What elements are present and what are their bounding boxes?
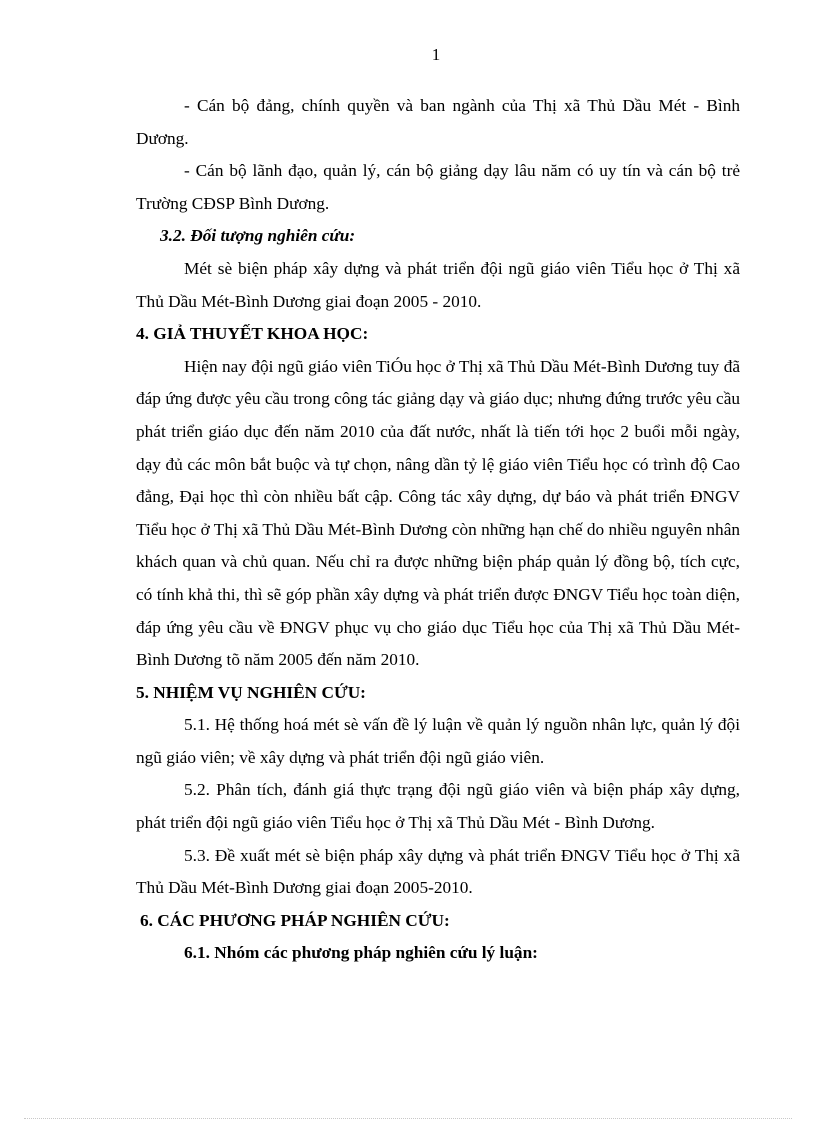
- paragraph-task-5-3: 5.3. Đề xuất mét sè biện pháp xây dựng và phát triển ĐNGV Tiểu học ở Thị xã Thủ Dầu Mét-Bình Dương giai đoạn 2005-2010.: [136, 845, 740, 898]
- subheading-theory-methods: 6.1. Nhóm các phương pháp nghiên cứu lý luận:: [184, 943, 538, 963]
- heading-hypothesis: 4. GIẢ THUYẾT KHOA HỌC:: [136, 324, 369, 344]
- heading-research-methods: 6. CÁC PHƯƠNG PHÁP NGHIÊN CỨU:: [140, 910, 450, 930]
- paragraph-research-subject: Mét sè biện pháp xây dựng và phát triển đội ngũ giáo viên Tiểu học ở Thị xã Thủ Dầu Mét-Bình Dương giai đoạn 2005 - 2010.: [136, 258, 740, 311]
- paragraph-officials: - Cán bộ đảng, chính quyền và ban ngành của Thị xã Thủ Dầu Mét - Bình Dương.: [136, 96, 740, 148]
- heading-research-tasks: 5. NHIỆM VỤ NGHIÊN CỨU:: [136, 682, 366, 702]
- page-bottom-divider: [24, 1118, 792, 1119]
- page-number: 1: [431, 45, 441, 64]
- paragraph-task-5-1: 5.1. Hệ thống hoá mét sè vấn đề lý luận về quản lý nguồn nhân lực, quản lý đội ngũ giáo viên; về xây dựng và phát triển đội ngũ giáo viên.: [136, 715, 740, 767]
- paragraph-task-5-2: 5.2. Phân tích, đánh giá thực trạng đội ngũ giáo viên và biện pháp xây dựng, phát triển đội ngũ giáo viên Tiểu học ở Thị xã Thủ Dầu Mét - Bình Dương.: [136, 780, 740, 833]
- page-body: [136, 90, 740, 970]
- paragraph-college-staff: - Cán bộ lãnh đạo, quản lý, cán bộ giảng dạy lâu năm có uy tín và cán bộ trẻ Trường CĐSP Bình Dương.: [136, 161, 740, 213]
- subheading-research-subject: 3.2. Đối tượng nghiên cứu:: [160, 226, 356, 246]
- paragraph-hypothesis: Hiện nay đội ngũ giáo viên TiÓu học ở Thị xã Thủ Dầu Mét-Bình Dương tuy đã đáp ứng được yêu cầu trong công tác giảng dạy và giáo dục; nhưng đứng trước yêu cầu phát triển giáo dục đến năm 2010 của đất nước, nhất là tiến tới học 2 buổi mỗi ngày, dạy đủ các môn bắt buộc và tự chọn, nâng dần tỷ lệ giáo viên Tiểu học có trình độ Cao đẳng, Đại học thì còn nhiều bất cập. Công tác xây dựng, dự báo và phát triển ĐNGV Tiểu học ở Thị xã Thủ Dầu Mét-Bình Dương còn những hạn chế do nhiều nguyên nhân khách quan và chủ quan. Nếu chỉ ra được những biện pháp quản lý đồng bộ, tích cực, có tính khả thi, thì sẽ góp phần xây dựng và phát triển được ĐNGV Tiểu học toàn diện, đáp ứng yêu cầu về ĐNGV phục vụ cho giáo dục Tiểu học của Thị xã Thủ Dầu Mét-Bình Dương tõ năm 2005 đến năm 2010.: [136, 356, 741, 670]
